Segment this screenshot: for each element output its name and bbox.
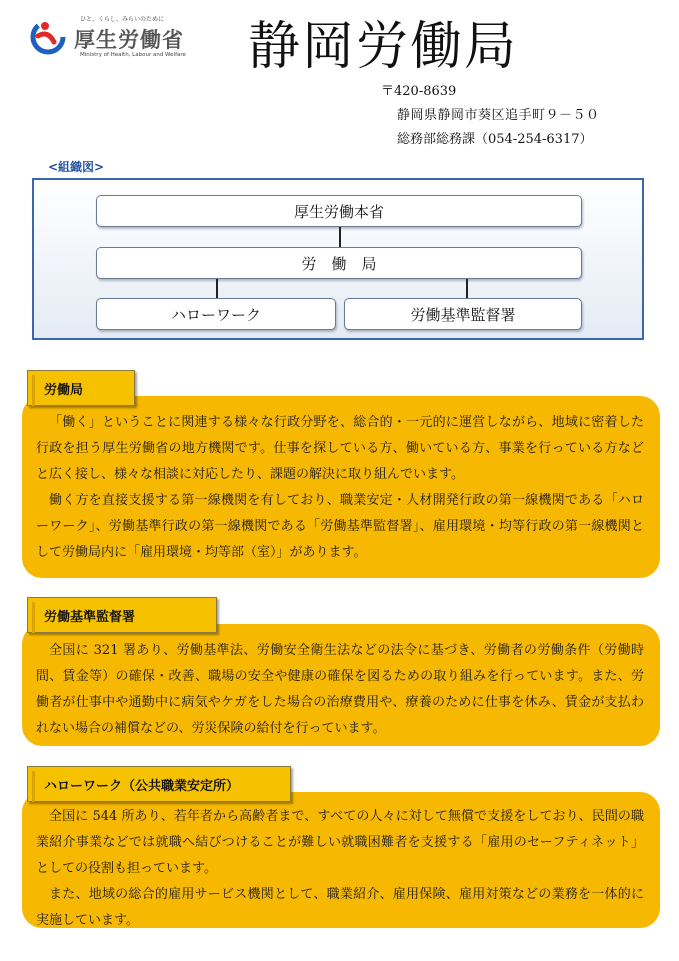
- department-contact: 総務部総務課（054-254-6317）: [397, 132, 593, 147]
- org-box-ministry: 厚生労働本省: [96, 195, 582, 227]
- logo-english-name: Ministry of Health, Labour and Welfare: [80, 52, 186, 58]
- address: 静岡県静岡市葵区追手町９－５０: [397, 108, 600, 123]
- section-paragraph: 全国に 321 署あり、労働基準法、労働安全衛生法などの法令に基づき、労働者の労働条件（労働時間、賃金等）の確保・改善、職場の安全や健康の確保を図るための取り組みを行っています。また、労働者が仕事中や通勤中に病気やケガをした場合の治療費用や、療養のために仕事を休み、賃金が支払われない場合の補償などの、労災保険の給付を行っています。: [36, 643, 644, 736]
- org-chart: [32, 178, 644, 340]
- section-paragraph: 働く方を直接支援する第一線機関を有しており、職業安定・人材開発行政の第一線機関である「ハローワーク」、労働基準行政の第一線機関である「労働基準監督署」、雇用環境・均等行政の第一線機関として労働局内に「雇用環境・均等部（室）」があります。: [36, 493, 644, 560]
- section-panel-hello-work: [22, 792, 660, 928]
- org-box-hello-work: ハローワーク: [96, 298, 336, 330]
- org-box-labour-bureau: 労 働 局: [96, 247, 582, 279]
- section-paragraph: 「働く」ということに関連する様々な行政分野を、総合的・一元的に運営しながら、地域に密着した行政を担う厚生労働省の地方機関です。仕事を探している方、働いている方、事業を行っている方などと広く接し、様々な相談に対応したり、課題の解決に取り組んでいます。: [36, 415, 644, 482]
- section-panel-labour-standards-office: [22, 624, 660, 746]
- org-box-labour-standards-office: 労働基準監督署: [344, 298, 582, 330]
- logo-tagline: ひと、くらし、みらいのために: [80, 16, 165, 23]
- section-panel-labour-bureau: [22, 396, 660, 578]
- logo-name: 厚生労働省: [74, 28, 184, 52]
- org-connector: [466, 279, 468, 298]
- page-title: 静岡労働局: [248, 17, 519, 77]
- postal-code: 〒420-8639: [381, 84, 457, 99]
- org-chart-label: <組織図>: [48, 160, 105, 174]
- section-title-labour-bureau: 労働局: [27, 370, 135, 406]
- section-paragraph: また、地域の総合的雇用サービス機関として、職業紹介、雇用保険、雇用対策などの業務を一体的に実施しています。: [36, 887, 644, 928]
- section-paragraph: 全国に 544 所あり、若年者から高齢者まで、すべての人々に対して無償で支援をしており、民間の職業紹介事業などでは就職へ結びつけることが難しい就職困難者を支援する「雇用のセーフティネット」としての役割も担っています。: [36, 809, 644, 876]
- section-title-hello-work: ハローワーク（公共職業安定所）: [27, 766, 291, 802]
- mhlw-emblem-icon: [28, 16, 68, 56]
- section-title-labour-standards-office: 労働基準監督署: [27, 597, 217, 633]
- org-connector: [216, 279, 218, 298]
- mhlw-logo: [28, 14, 198, 60]
- org-connector: [339, 227, 341, 247]
